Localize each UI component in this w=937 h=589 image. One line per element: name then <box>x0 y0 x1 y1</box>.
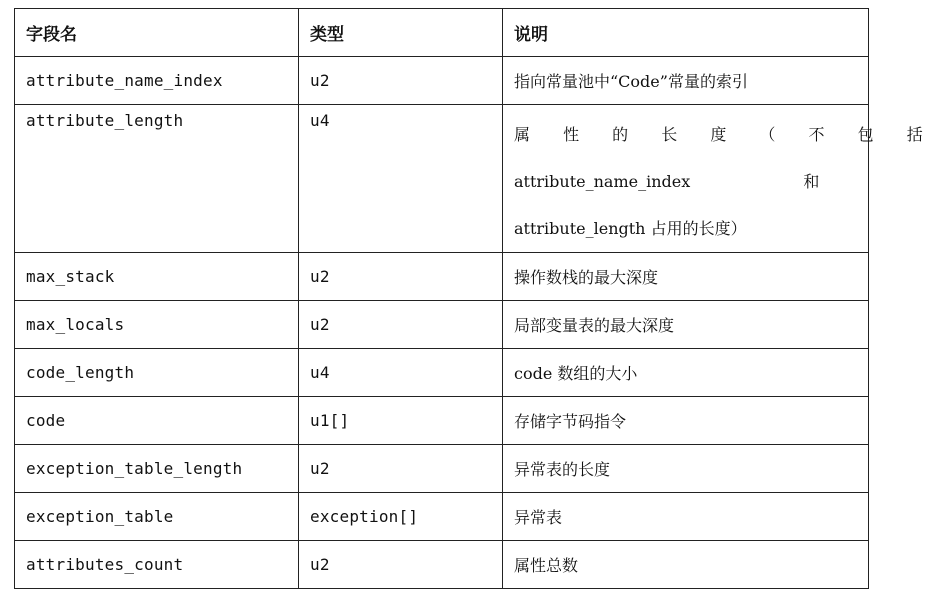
field-name-cell: attribute_name_index <box>15 57 299 105</box>
field-description-cell: 存储字节码指令 <box>503 397 869 445</box>
field-name-cell: exception_table <box>15 493 299 541</box>
table-row <box>15 253 869 301</box>
field-type-cell: u2 <box>299 445 503 493</box>
description-line-1 <box>514 111 937 158</box>
field-type-cell: u2 <box>299 57 503 105</box>
table-row <box>15 493 869 541</box>
table-row <box>15 105 869 253</box>
header-field-name: 字段名 <box>15 9 299 57</box>
field-name-cell: max_stack <box>15 253 299 301</box>
field-description-cell: 异常表 <box>503 493 869 541</box>
description-line-2-text: attribute_name_index 和 <box>514 172 820 191</box>
field-type-cell: u2 <box>299 301 503 349</box>
field-type-cell: u1[] <box>299 397 503 445</box>
field-name-cell: attributes_count <box>15 541 299 589</box>
header-description: 说明 <box>503 9 869 57</box>
description-line-1-text: 属 性 的 长 度 （ 不 包 括 <box>514 125 937 144</box>
field-description-cell: 指向常量池中“Code”常量的索引 <box>503 57 869 105</box>
field-name-cell: code_length <box>15 349 299 397</box>
field-description-cell: 操作数栈的最大深度 <box>503 253 869 301</box>
field-name-cell: exception_table_length <box>15 445 299 493</box>
field-name-cell: attribute_length <box>15 105 299 253</box>
table-row <box>15 57 869 105</box>
table-row <box>15 397 869 445</box>
field-name-cell: max_locals <box>15 301 299 349</box>
description-line-2 <box>514 158 857 205</box>
field-description-cell: 局部变量表的最大深度 <box>503 301 869 349</box>
field-type-cell: u4 <box>299 105 503 253</box>
table-row <box>15 541 869 589</box>
field-description-cell: code 数组的大小 <box>503 349 869 397</box>
field-name-cell: code <box>15 397 299 445</box>
field-type-cell: u2 <box>299 253 503 301</box>
field-type-cell: u4 <box>299 349 503 397</box>
field-type-cell: u2 <box>299 541 503 589</box>
field-type-cell: exception[] <box>299 493 503 541</box>
field-description-cell: 属性总数 <box>503 541 869 589</box>
description-line-3-text: attribute_length 占用的长度） <box>514 219 747 238</box>
code-attribute-table <box>14 8 937 589</box>
field-description-cell <box>503 105 937 253</box>
table-row <box>15 301 869 349</box>
code-attribute-table-container <box>14 8 937 589</box>
table-header-row <box>15 9 869 57</box>
header-type: 类型 <box>299 9 503 57</box>
description-line-3 <box>514 205 857 252</box>
table-row <box>15 349 869 397</box>
field-description-cell: 异常表的长度 <box>503 445 869 493</box>
table-row <box>15 445 869 493</box>
